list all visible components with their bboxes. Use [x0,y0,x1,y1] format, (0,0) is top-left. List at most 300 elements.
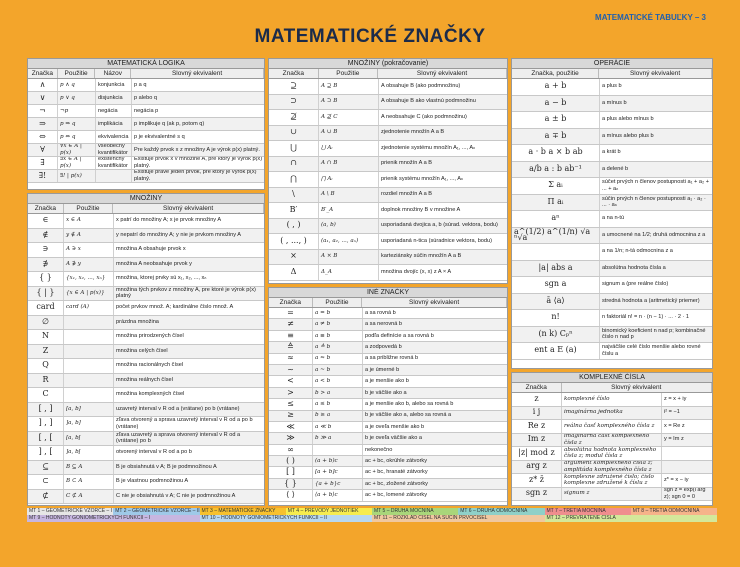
table-row [512,277,712,294]
legend-item: MT 9 – HODNOTY GONIOMETRICKÝCH FUNKCIÍ – I [27,515,200,522]
table-cell: komplexne združené číslo; číslo komplexne združené k číslu z [562,474,662,487]
table-cell: množina, ktorej prvky sú x₁, x₂, ..., xₙ [114,272,264,286]
table-cell: ∃! | p(x) [58,170,96,182]
table-cell: sgn z [512,488,562,501]
legend-item: MT 3 – MATEMATICKÉ ZNAČKY [200,508,286,515]
table-cell: B je obsiahnutá v A; B je podmnožinou A [114,461,264,475]
table-cell: ∋ [28,243,64,257]
table-cell: Z [28,345,64,359]
table-cell: A obsahuje B (ako podmnožinu) [379,79,507,94]
table-row [28,243,264,258]
panel-title: INÉ ZNAČKY [269,288,507,298]
table-row [28,446,264,461]
table-row [269,141,507,157]
table-cell: ⊃ [269,95,319,110]
legend-item: MT 8 – TRETIA ODMOCNINA [631,508,717,515]
table-row [269,411,507,422]
table-body [269,79,507,281]
table-cell: (a₁, a₂, ..., aₙ) [319,234,379,249]
table-cell: ∅ [28,316,64,330]
panel-title: OPERÁCIE [512,59,712,69]
panel-title: MATEMATICKÁ LOGIKA [28,59,264,69]
table-cell: N [28,330,64,344]
table-cell: ]a, b[ [64,446,114,460]
table-row [28,131,264,144]
table-cell: a ~ b [313,365,363,375]
table-cell: a · b a × b ab [512,145,600,161]
table-cell: p ∨ q [58,92,96,104]
table-cell: [a, b[ [64,432,114,446]
table-cell: a ± b [512,112,600,128]
table-cell: (a + b)c [313,456,363,466]
table-cell: b > a [313,388,363,398]
table-row [28,272,264,287]
table-row [269,456,507,467]
panel-mnoziny [27,193,265,506]
table-cell: B′ [269,203,319,218]
table-row [512,294,712,311]
table-row [269,95,507,111]
table-cell: A neobsahuje C (ako podmnožinu) [379,110,507,125]
column-headers [512,383,712,393]
table-row [269,433,507,444]
table-cell: A ∪ B [319,126,379,141]
table-row [269,376,507,387]
table-cell: imaginárna jednotka [562,407,662,420]
legend-item: MT 4 – PREVODY JEDNOTIEK [286,508,372,515]
column-headers [28,69,264,79]
column-header: Značka [269,298,313,307]
table-cell: [a, b] [64,403,114,417]
table-row [269,479,507,490]
table-cell: reálna časť komplexného čísla z [562,420,662,433]
table-cell: × [269,250,319,265]
table-cell: ] , ] [28,417,64,431]
table-cell: a sa približne rovná b [363,354,507,364]
panel-ine-znacky [268,287,508,506]
table-cell [64,330,114,344]
table-row [269,219,507,235]
table-cell: ac + bc, hranaté zátvorky [363,467,507,477]
column-headers [269,69,507,79]
table-cell: b ≥ a [313,411,363,421]
table-cell: ≙ [269,342,313,352]
table-cell: množina tých prvkov z množiny A, pre ktoré je výrok p(x) platný [114,287,264,301]
column-header: Názov [95,69,131,78]
table-body [512,79,712,360]
table-row [269,265,507,281]
table-cell: A ∋ x [64,243,114,257]
legend-item: MT 5 – DRUHÁ MOCNINA [372,508,458,515]
table-cell: ≈ [269,354,313,364]
table-cell: ]a, b] [64,417,114,431]
table-row [28,258,264,273]
table-cell: množina reálnych čísel [114,374,264,388]
legend-row-2 [27,515,717,522]
panel-komplexne-cisla [511,372,713,506]
table-row [269,365,507,376]
table-cell: > [269,388,313,398]
table-cell: n faktoriál n! = n · (n − 1) · ... · 2 · 1 [600,310,712,326]
table-cell: {x ∈ A | p(x)} [64,287,114,301]
table-cell: b ≫ a [313,433,363,443]
table-cell: R [28,374,64,388]
table-cell: ac + bc, lomené zátvorky [363,490,507,500]
table-row [28,144,264,157]
table-cell: ( , ) [269,219,319,234]
panel-operacie [511,58,713,369]
table-row [28,79,264,92]
table-row [269,110,507,126]
table-cell: [ , ] [28,403,64,417]
table-cell: a je oveľa menšie ako b [363,422,507,432]
table-row [269,342,507,353]
table-cell: uzavretý interval v R od a (vrátane) po b (vrátane) [114,403,264,417]
table-cell: absolútna hodnota čísla a [600,261,712,277]
table-cell: sgn a [512,277,600,293]
table-row [28,374,264,389]
table-row [512,447,712,461]
table-cell: [a + b]c [313,467,363,477]
table-cell: počet prvkov množ. A; kardinálne číslo množ. A [114,301,264,315]
table-cell: komplexné číslo [562,393,662,406]
table-cell: množina A obsahuje prvok x [114,243,264,257]
column-headers [269,298,507,308]
table-row [512,112,712,129]
table-row [28,287,264,302]
series-label: MATEMATICKÉ TABUĽKY – 3 [595,13,706,22]
table-row [512,474,712,488]
table-body [512,393,712,501]
table-cell: množina racionálnych čísel [114,359,264,373]
table-cell [662,461,712,474]
table-row [269,399,507,410]
table-cell: B je vlastnou podmnožinou A [114,475,264,489]
table-cell: rozdiel množín A a B [379,188,507,203]
table-cell: [ , [ [28,432,64,446]
column-header: Použitie [319,69,379,78]
table-cell: ⟨ ⟩ [269,490,313,500]
table-cell: a na 1/n; n-tá odmocnina z a [600,244,712,260]
table-cell: ¬p [58,105,96,117]
table-row [269,490,507,501]
table-cell: ⋃ [269,141,319,156]
table-row [28,475,264,490]
table-row [512,244,712,261]
table-cell: a je menšie ako b, alebo sa rovná b [363,399,507,409]
table-row [28,330,264,345]
table-cell: množina celých čísel [114,345,264,359]
column-header: Slovný ekvivalent [362,298,507,307]
table-row [269,79,507,95]
table-cell: a delené b [600,162,712,178]
table-cell: a = b [313,308,363,318]
table-cell: ⊆ [28,461,64,475]
table-row [512,343,712,360]
table-cell: A \ B [319,188,379,203]
column-header: Použitie [58,69,96,78]
table-cell: y nepatrí do množiny A; y nie je prvkom množiny A [114,229,264,243]
table-cell: ∉ [28,229,64,243]
table-cell: ∩ [269,157,319,172]
table-cell: arg z [512,461,562,474]
table-cell [64,388,114,402]
table-cell: x patrí do množiny A; x je prvok množiny A [114,214,264,228]
table-row [269,319,507,330]
table-row [28,105,264,118]
table-row [28,157,264,170]
table-cell: a ≡ b [313,331,363,341]
table-cell [64,374,114,388]
table-cell: b je väčšie ako a, alebo sa rovná a [363,411,507,421]
table-cell: a mínus b [600,96,712,112]
table-cell: ∈ [28,214,64,228]
table-cell: C [28,388,64,402]
table-cell: a + b [512,79,600,95]
table-cell: ¬ [28,105,58,117]
legend-row-1 [27,508,717,515]
legend-item: MT 10 – HODNOTY GONIOMETRICKÝCH FUNKCIÍ – II [200,515,373,522]
table-row [28,229,264,244]
table-row [269,234,507,250]
table-cell: ∞ [269,445,313,455]
table-cell: A ⊃ B [319,95,379,110]
table-cell: z* = x − iy [662,474,712,487]
table-cell: a ∓ b [512,129,600,145]
table-cell: a ≙ b [313,342,363,352]
table-cell: ∌ [28,258,64,272]
panel-mnoziny-pokracovanie [268,58,508,284]
table-cell: Re z [512,420,562,433]
table-cell: ā ⟨a⟩ [512,294,600,310]
table-cell: a ≤ b [313,399,363,409]
table-cell: ⊂ [28,475,64,489]
column-header: Slovný ekvivalent [131,69,264,78]
table-cell: { } [28,272,64,286]
table-row [512,96,712,113]
table-body [28,214,264,504]
table-row [512,461,712,475]
panel-logika [27,58,265,190]
table-row [269,250,507,266]
table-cell: konjunkcia [96,79,132,91]
table-cell: C nie je obsiahnutá v A; C nie je podmnožinou A [114,490,264,504]
table-body [269,308,507,502]
table-cell: ⋂ Aᵢ [319,172,379,187]
table-cell: ∀ [28,144,58,156]
table-cell: zjednotenie systému množín A₁, ..., Aₙ [379,141,507,156]
table-row [28,92,264,105]
column-header: Značka [269,69,319,78]
table-cell: implikácia [96,118,132,130]
table-row [269,203,507,219]
table-cell: {a + b}c [313,479,363,489]
legend-item: MT 11 – ROZKLAD ČÍSEL NA SÚČIN PRVOČÍSEL [372,515,545,522]
column-header: Značka, použitie [512,69,599,78]
table-row [269,172,507,188]
table-cell: množina A neobsahuje prvok y [114,258,264,272]
table-cell: ≫ [269,433,313,443]
table-cell: z [512,393,562,406]
table-cell: a − b [512,96,600,112]
table-cell: p ∧ q [58,79,96,91]
table-cell: disjunkcia [96,92,132,104]
table-cell: a plus b [600,79,712,95]
table-row [512,211,712,228]
table-cell: x ∈ A [64,214,114,228]
table-row [512,178,712,195]
table-cell: (a, b) [319,219,379,234]
table-cell: ≤ [269,399,313,409]
table-row [512,327,712,344]
column-header: Použitie [64,204,114,213]
table-row [28,432,264,447]
table-cell: nekonečno [363,445,507,455]
table-row [512,407,712,421]
table-row [512,420,712,434]
table-cell: a sa rovná b [363,308,507,318]
table-cell: A ⊉ C [319,110,379,125]
table-row [512,488,712,502]
table-row [28,388,264,403]
table-cell: otvorený interval v R od a po b [114,446,264,460]
table-cell: ⊄ [28,490,64,504]
column-header: Značka [28,69,58,78]
table-cell: a ≠ b [313,319,363,329]
table-cell: Existuje práve jeden prvok, pre ktorý je výrok p(x) platný. [132,170,264,182]
table-row [269,126,507,142]
table-cell: signum a (pre reálne číslo) [600,277,712,293]
table-cell: |a| abs a [512,261,600,277]
panel-title: MNOŽINY [28,194,264,204]
table-cell: ⟨a + b⟩c [313,490,363,500]
table-row [512,145,712,162]
table-cell: ∨ [28,92,58,104]
table-cell: ~ [269,365,313,375]
table-cell: prázdna množina [114,316,264,330]
table-cell: B ⊆ A [64,461,114,475]
table-cell: p alebo q [132,92,264,104]
table-cell: {x₁, x₂, ..., xₙ} [64,272,114,286]
table-row [28,301,264,316]
table-cell: ∪ [269,126,319,141]
table-cell: stredná hodnota a (aritmetický priemer) [600,294,712,310]
table-cell: karteziánsky súčin množín A a B [379,250,507,265]
table-row [269,308,507,319]
table-cell: Q [28,359,64,373]
legend-item: MT 1 – GEOMETRICKÉ VZORCE – I [29,508,112,514]
table-cell: ∃x ∈ A | p(x) [58,157,96,169]
table-cell: a^(1/2) a^(1/n) √a ⁿ√a [512,228,600,244]
table-cell: |z| mod z [512,447,562,460]
table-cell: a na n-tú [600,211,712,227]
table-cell: ≪ [269,422,313,432]
table-cell: a/b a : b ab⁻¹ [512,162,600,178]
table-cell: podľa definície a sa rovná b [363,331,507,341]
table-cell: doplnok množiny B v množine A [379,203,507,218]
table-row [512,79,712,96]
table-row [28,316,264,331]
table-cell: negácia [96,105,132,117]
table-cell: ⋂ [269,172,319,187]
table-cell: a je menšie ako b [363,376,507,386]
table-cell: a umocnené na 1/2; druhá odmocnina z a [600,228,712,244]
table-cell: ent a E (a) [512,343,600,359]
table-body [28,79,264,183]
column-header: Značka [28,204,64,213]
table-row [28,170,264,183]
table-cell: ⋃ Aᵢ [319,141,379,156]
table-cell: A obsahuje B ako vlastnú podmnožinu [379,95,507,110]
table-cell: usporiadaná n-tica (súradnice vektora, bodu) [379,234,507,249]
table-cell: a sa nerovná b [363,319,507,329]
panel-title: MNOŽINY (pokračovanie) [269,59,507,69]
table-cell: i j [512,407,562,420]
table-row [28,490,264,505]
table-cell: ∧ [28,79,58,91]
table-cell: ⇔ [28,131,58,143]
table-row [28,345,264,360]
table-cell: súčin prvých n členov postupnosti a₁ · a₂ · ... · aₙ [600,195,712,211]
table-cell: n! [512,310,600,326]
table-row [269,331,507,342]
table-cell: aⁿ [512,211,600,227]
table-cell [313,445,363,455]
table-cell: množina prirodzených čísel [114,330,264,344]
table-cell: súčet prvých n členov postupnosti a₁ + a₂ + ... + aₙ [600,178,712,194]
table-cell: Δ [269,265,319,280]
table-cell: signum z [562,488,662,501]
table-cell: A ∌ y [64,258,114,272]
table-cell: a zodpovedá b [363,342,507,352]
table-cell: argument komplexného čísla z; amplitúda komplexného čísla z [562,461,662,474]
table-cell: ekvivalencia [96,131,132,143]
legend-item: MT 12 – PREVRÁTENÉ ČÍSLA [545,515,718,522]
table-cell: p ⇒ q [58,118,96,130]
table-cell: { | } [28,287,64,301]
page-title: MATEMATICKÉ ZNAČKY [254,26,486,47]
table-cell: b je väčšie ako a [363,388,507,398]
table-cell [64,345,114,359]
table-row [512,434,712,448]
table-cell: ∃ [28,157,58,169]
table-cell: p je ekvivalentné s q [132,131,264,143]
table-row [269,388,507,399]
legend-item: MT 7 – TRETIA MOCNINA [545,508,631,515]
table-cell: Δ_A [319,265,379,280]
table-cell: < [269,376,313,386]
table-cell: ( ) [269,456,313,466]
table-cell: y = Im z [662,434,712,447]
table-row [28,461,264,476]
table-cell: p implikuje q (ak p, potom q) [132,118,264,130]
table-cell: ⊉ [269,110,319,125]
table-cell: i² = −1 [662,407,712,420]
table-cell: ≥ [269,411,313,421]
table-cell: B′_A [319,203,379,218]
table-cell: prienik množín A a B [379,157,507,172]
table-cell: zľava uzavretý a sprava otvorený interval v R od a (vrátane) po b [114,432,264,446]
table-cell: a mínus alebo plus b [600,129,712,145]
table-cell: Pre každý prvok x z množiny A je výrok p(x) platný. [132,144,264,156]
table-cell: B ⊂ A [64,475,114,489]
table-cell: prienik systému množín A₁, ..., Aₙ [379,172,507,187]
table-row [512,162,712,179]
table-row [512,228,712,245]
table-cell: usporiadaná dvojica a, b (súrad. vektora, bodu) [379,219,507,234]
table-row [512,310,712,327]
table-cell: ⊇ [269,79,319,94]
